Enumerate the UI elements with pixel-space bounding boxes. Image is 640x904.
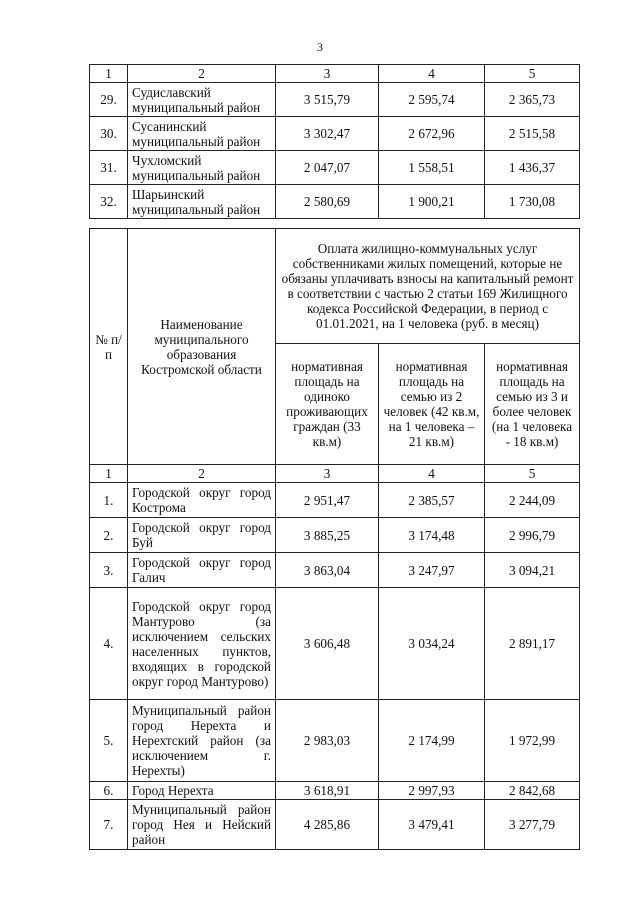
main-table bbox=[89, 228, 580, 850]
header-cell: 4 bbox=[379, 465, 485, 483]
value-family-3: 2 244,09 bbox=[485, 483, 580, 518]
value-family-2: 3 174,48 bbox=[379, 518, 485, 553]
municipality-name: Судиславский муниципальный район bbox=[128, 83, 276, 117]
value-family-2: 1 900,21 bbox=[379, 185, 485, 219]
header-cell: 3 bbox=[276, 65, 379, 83]
municipality-name: Сусанинский муниципальный район bbox=[128, 117, 276, 151]
header-cell: 2 bbox=[128, 465, 276, 483]
municipality-name: Шарьинский муниципальный район bbox=[128, 185, 276, 219]
row-number: 7. bbox=[90, 800, 128, 850]
value-single: 3 606,48 bbox=[276, 588, 379, 700]
table-row bbox=[90, 151, 580, 185]
municipality-name: Город Нерехта bbox=[128, 782, 276, 800]
municipality-name: Городской округ город Галич bbox=[128, 553, 276, 588]
municipality-name: Городской округ город Буй bbox=[128, 518, 276, 553]
sub-header-family-3: нормативная площадь на семью из 3 и более человек (на 1 человека - 18 кв.м) bbox=[485, 344, 580, 465]
value-family-3: 2 996,79 bbox=[485, 518, 580, 553]
value-family-3: 2 365,73 bbox=[485, 83, 580, 117]
value-family-2: 1 558,51 bbox=[379, 151, 485, 185]
group-header-row bbox=[90, 229, 580, 344]
value-family-3: 1 730,08 bbox=[485, 185, 580, 219]
value-family-2: 2 385,57 bbox=[379, 483, 485, 518]
table-row bbox=[90, 518, 580, 553]
municipality-name: Муниципальный район город Нерехта и Нерехтский район (за исключением г. Нерехты) bbox=[128, 700, 276, 782]
header-cell: 4 bbox=[379, 65, 485, 83]
value-family-3: 2 515,58 bbox=[485, 117, 580, 151]
header-cell: 1 bbox=[90, 65, 128, 83]
value-family-3: 1 436,37 bbox=[485, 151, 580, 185]
table-row bbox=[90, 117, 580, 151]
value-family-2: 3 247,97 bbox=[379, 553, 485, 588]
value-single: 3 515,79 bbox=[276, 83, 379, 117]
sub-header-family-2: нормативная площадь на семью из 2 человек (42 кв.м, на 1 человека – 21 кв.м) bbox=[379, 344, 485, 465]
column-number-row bbox=[90, 465, 580, 483]
column-header-number: № п/п bbox=[90, 229, 128, 465]
value-single: 2 951,47 bbox=[276, 483, 379, 518]
value-single: 2 983,03 bbox=[276, 700, 379, 782]
value-single: 3 302,47 bbox=[276, 117, 379, 151]
page-number: 3 bbox=[317, 40, 323, 54]
header-cell: 3 bbox=[276, 465, 379, 483]
header-cell: 1 bbox=[90, 465, 128, 483]
row-number: 5. bbox=[90, 700, 128, 782]
value-family-3: 3 277,79 bbox=[485, 800, 580, 850]
value-single: 3 885,25 bbox=[276, 518, 379, 553]
header-cell: 5 bbox=[485, 465, 580, 483]
table-row bbox=[90, 588, 580, 700]
municipality-name: Городской округ город Кострома bbox=[128, 483, 276, 518]
row-number: 6. bbox=[90, 782, 128, 800]
value-family-2: 3 034,24 bbox=[379, 588, 485, 700]
value-family-3: 2 842,68 bbox=[485, 782, 580, 800]
row-number: 30. bbox=[90, 117, 128, 151]
municipality-name: Чухломский муниципальный район bbox=[128, 151, 276, 185]
table-row bbox=[90, 700, 580, 782]
value-family-2: 2 174,99 bbox=[379, 700, 485, 782]
table-row bbox=[90, 800, 580, 850]
table-row bbox=[90, 83, 580, 117]
municipality-name: Муниципальный район город Нея и Нейский район bbox=[128, 800, 276, 850]
row-number: 4. bbox=[90, 588, 128, 700]
row-number: 2. bbox=[90, 518, 128, 553]
table-row bbox=[90, 553, 580, 588]
value-single: 2 047,07 bbox=[276, 151, 379, 185]
table-row bbox=[90, 185, 580, 219]
table-header-row bbox=[90, 65, 580, 83]
municipality-name: Городской округ город Мантурово (за исключением сельских населенных пунктов, входящих в городской округ город Мантурово) bbox=[128, 588, 276, 700]
table-row bbox=[90, 483, 580, 518]
table-row bbox=[90, 782, 580, 800]
group-header-title: Оплата жилищно-коммунальных услуг собственниками жилых помещений, которые не обязаны уплачивать взносы на капитальный ремонт в соответствии с частью 2 статьи 169 Жилищного кодекса Российской Федерации, в период с 01.01.2021, на 1 человека (руб. в месяц) bbox=[276, 229, 580, 344]
value-single: 3 618,91 bbox=[276, 782, 379, 800]
value-family-3: 2 891,17 bbox=[485, 588, 580, 700]
row-number: 3. bbox=[90, 553, 128, 588]
value-single: 4 285,86 bbox=[276, 800, 379, 850]
row-number: 31. bbox=[90, 151, 128, 185]
column-header-name: Наименование муниципального образования Костромской области bbox=[128, 229, 276, 465]
value-single: 2 580,69 bbox=[276, 185, 379, 219]
value-family-2: 2 595,74 bbox=[379, 83, 485, 117]
row-number: 1. bbox=[90, 483, 128, 518]
value-single: 3 863,04 bbox=[276, 553, 379, 588]
header-cell: 2 bbox=[128, 65, 276, 83]
value-family-2: 2 672,96 bbox=[379, 117, 485, 151]
value-family-2: 3 479,41 bbox=[379, 800, 485, 850]
value-family-3: 1 972,99 bbox=[485, 700, 580, 782]
row-number: 32. bbox=[90, 185, 128, 219]
header-cell: 5 bbox=[485, 65, 580, 83]
row-number: 29. bbox=[90, 83, 128, 117]
sub-header-single: нормативная площадь на одиноко проживающих граждан (33 кв.м) bbox=[276, 344, 379, 465]
value-family-3: 3 094,21 bbox=[485, 553, 580, 588]
value-family-2: 2 997,93 bbox=[379, 782, 485, 800]
continuation-table bbox=[89, 64, 580, 219]
